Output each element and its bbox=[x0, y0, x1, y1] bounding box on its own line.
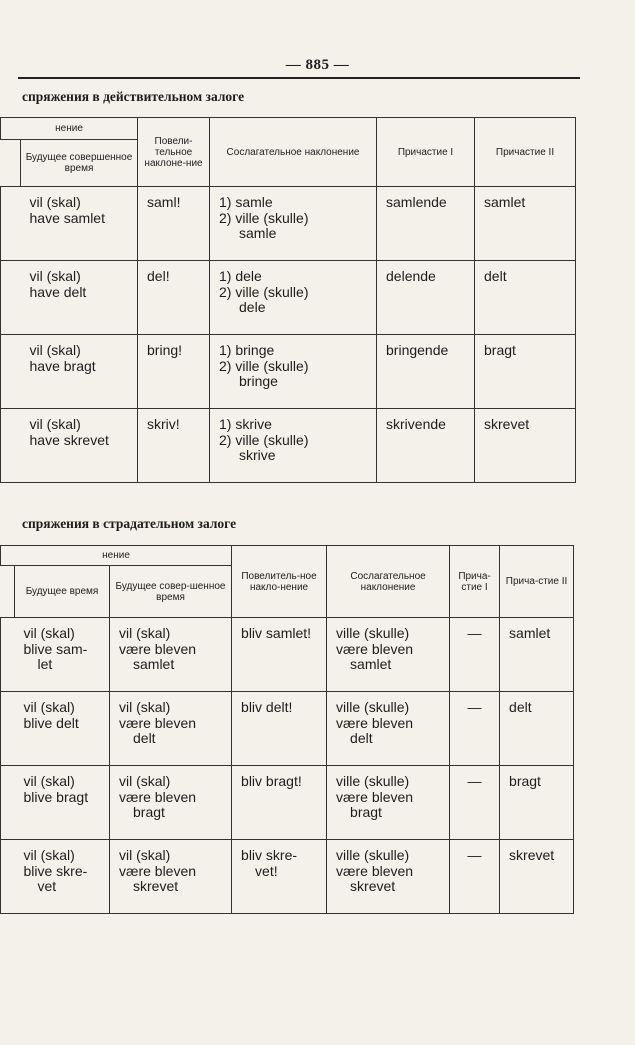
cell-line: delt bbox=[350, 730, 373, 746]
table-row bbox=[1, 840, 574, 914]
participle-2-cell: bragt bbox=[484, 342, 516, 358]
header-rule bbox=[18, 77, 580, 79]
table-row bbox=[1, 618, 574, 692]
cell-line: ville (skulle) bbox=[336, 699, 410, 715]
participle-1-cell: bringende bbox=[386, 342, 449, 358]
table-row bbox=[1, 766, 574, 840]
header-imperative: Повелитель-ное накло-нение bbox=[232, 546, 327, 618]
cell-line: ville (skulle) bbox=[336, 773, 410, 789]
future-cell bbox=[15, 840, 110, 895]
cell-line: vil (skal) bbox=[23, 773, 75, 789]
cell-line: være bleven bbox=[119, 862, 197, 879]
cell-line: 1) dele bbox=[219, 268, 262, 284]
subjunctive-cell bbox=[327, 840, 449, 895]
active-voice-title: спряжения в действительном залоге bbox=[22, 89, 245, 104]
subjunctive-cell bbox=[210, 187, 376, 242]
cell-line: have samlet bbox=[29, 209, 105, 226]
subjunctive-cell bbox=[327, 692, 449, 747]
cell-line: 2) ville (skulle) bbox=[219, 209, 309, 226]
cell-line: bliv samlet! bbox=[241, 625, 312, 641]
header-subjunctive: Сослагательное наклонение bbox=[210, 118, 377, 187]
cell-line: blive sam- bbox=[23, 640, 88, 657]
cell-line: delt bbox=[133, 730, 156, 746]
cell-line: 1) skrive bbox=[219, 416, 272, 432]
participle-1-cell: — bbox=[467, 773, 482, 789]
participle-1-cell: skrivende bbox=[386, 416, 446, 432]
table-row bbox=[1, 692, 574, 766]
cell-line: skrive bbox=[239, 447, 276, 463]
header-future: Будущее время bbox=[15, 566, 110, 618]
subjunctive-cell bbox=[327, 618, 449, 673]
table-row bbox=[1, 187, 576, 261]
header-imperative: Повели-тельное наклоне-ние bbox=[138, 118, 210, 187]
table-row bbox=[1, 335, 576, 409]
subjunctive-cell bbox=[210, 409, 376, 464]
header-participle-1: Причастие I bbox=[377, 118, 475, 187]
cell-line: være bleven bbox=[119, 640, 197, 657]
cell-line: have delt bbox=[29, 283, 87, 300]
cell-line: bliv skre- bbox=[241, 847, 298, 863]
cell-line: samlet bbox=[350, 656, 392, 672]
participle-1-cell: delende bbox=[386, 268, 436, 284]
cell-line: vil (skal) bbox=[119, 847, 171, 863]
cell-line: vil (skal) bbox=[29, 268, 81, 284]
participle-1-cell: samlende bbox=[386, 194, 447, 210]
participle-1-cell: — bbox=[467, 625, 482, 641]
cell-line: dele bbox=[239, 299, 266, 315]
participle-2-cell: samlet bbox=[484, 194, 526, 210]
cell-line: samlet bbox=[133, 656, 175, 672]
header-participle-1: Прича-стие I bbox=[450, 546, 500, 618]
cell-line: blive delt bbox=[23, 714, 79, 731]
cell-line: bliv bragt! bbox=[241, 773, 302, 789]
cell-line: 1) bringe bbox=[219, 342, 275, 358]
cell-line: samle bbox=[239, 225, 277, 241]
cell-line: være bleven bbox=[336, 788, 414, 805]
cell-line: vil (skal) bbox=[23, 847, 75, 863]
header-future-perfect: Будущее совер-шенное время bbox=[110, 566, 232, 618]
cell-line: vil (skal) bbox=[23, 699, 75, 715]
cell-line: bragt bbox=[133, 804, 165, 820]
header-participle-2: Причастие II bbox=[475, 118, 576, 187]
cell-line: være bleven bbox=[336, 862, 414, 879]
cell-line: vil (skal) bbox=[119, 773, 171, 789]
participle-2-cell: samlet bbox=[509, 625, 551, 641]
imperative-cell bbox=[232, 618, 326, 642]
subjunctive-cell bbox=[210, 261, 376, 316]
subjunctive-cell bbox=[210, 335, 376, 390]
participle-2-cell: delt bbox=[484, 268, 507, 284]
imperative-cell bbox=[232, 766, 326, 790]
cell-line: vil (skal) bbox=[29, 194, 81, 210]
imperative-cell: skriv! bbox=[147, 416, 180, 432]
future-perfect-cell bbox=[21, 261, 138, 300]
header-future-perfect: Будущее совершенное время bbox=[21, 140, 138, 187]
cell-line: skrevet bbox=[133, 878, 179, 894]
future-cell bbox=[15, 618, 110, 673]
cell-line: være bleven bbox=[336, 714, 414, 731]
subjunctive-cell bbox=[327, 766, 449, 821]
cell-line: ville (skulle) bbox=[336, 847, 410, 863]
cell-line: vet! bbox=[255, 862, 278, 879]
table-row bbox=[1, 409, 576, 483]
cell-line: blive skre- bbox=[23, 862, 88, 879]
cell-line: vil (skal) bbox=[29, 342, 81, 358]
participle-1-cell: — bbox=[467, 699, 482, 715]
imperative-cell: saml! bbox=[147, 194, 181, 210]
imperative-cell: bring! bbox=[147, 342, 183, 358]
cell-line: vil (skal) bbox=[119, 625, 171, 641]
participle-2-cell: skrevet bbox=[509, 847, 555, 863]
cell-line: 2) ville (skulle) bbox=[219, 431, 309, 448]
cell-line: 2) ville (skulle) bbox=[219, 357, 309, 374]
cell-line: vet bbox=[37, 878, 57, 894]
future-perfect-cell bbox=[110, 618, 231, 673]
imperative-cell bbox=[232, 840, 326, 879]
cell-line: være bleven bbox=[119, 714, 197, 731]
active-voice-table bbox=[0, 117, 576, 483]
future-perfect-cell bbox=[110, 840, 231, 895]
cell-line: let bbox=[37, 656, 53, 672]
cell-line: 2) ville (skulle) bbox=[219, 283, 309, 300]
participle-2-cell: bragt bbox=[509, 773, 541, 789]
cell-line: bringe bbox=[239, 373, 278, 389]
cell-line: blive bragt bbox=[23, 788, 89, 805]
imperative-cell bbox=[232, 692, 326, 716]
cell-line: bragt bbox=[350, 804, 382, 820]
passive-voice-title: спряжения в страдательном залоге bbox=[22, 516, 237, 531]
future-perfect-cell bbox=[21, 187, 138, 226]
participle-2-cell: delt bbox=[509, 699, 532, 715]
cell-line: være bleven bbox=[119, 788, 197, 805]
cell-line: vil (skal) bbox=[29, 416, 81, 432]
cell-line: bliv delt! bbox=[241, 699, 293, 715]
future-perfect-cell bbox=[21, 335, 138, 374]
participle-1-cell: — bbox=[467, 847, 482, 863]
cell-line: skrevet bbox=[350, 878, 396, 894]
cell-line: 1) samle bbox=[219, 194, 273, 210]
future-perfect-cell bbox=[110, 692, 231, 747]
cell-line: vil (skal) bbox=[23, 625, 75, 641]
cell-line: vil (skal) bbox=[119, 699, 171, 715]
header-group-label: нение bbox=[1, 546, 232, 566]
page-number: — 885 — bbox=[285, 57, 350, 73]
imperative-cell: del! bbox=[147, 268, 170, 284]
cell-line: være bleven bbox=[336, 640, 414, 657]
future-perfect-cell bbox=[21, 409, 138, 448]
header-subjunctive: Сослагательное наклонение bbox=[327, 546, 450, 618]
cell-line: have bragt bbox=[29, 357, 96, 374]
future-cell bbox=[15, 692, 110, 731]
passive-voice-table bbox=[0, 545, 574, 914]
header-group-label: нение bbox=[1, 118, 138, 140]
future-cell bbox=[15, 766, 110, 805]
table-row bbox=[1, 261, 576, 335]
cell-line: ville (skulle) bbox=[336, 625, 410, 641]
participle-2-cell: skrevet bbox=[484, 416, 530, 432]
cell-line: have skrevet bbox=[29, 431, 109, 448]
header-participle-2: Прича-стие II bbox=[500, 546, 574, 618]
future-perfect-cell bbox=[110, 766, 231, 821]
